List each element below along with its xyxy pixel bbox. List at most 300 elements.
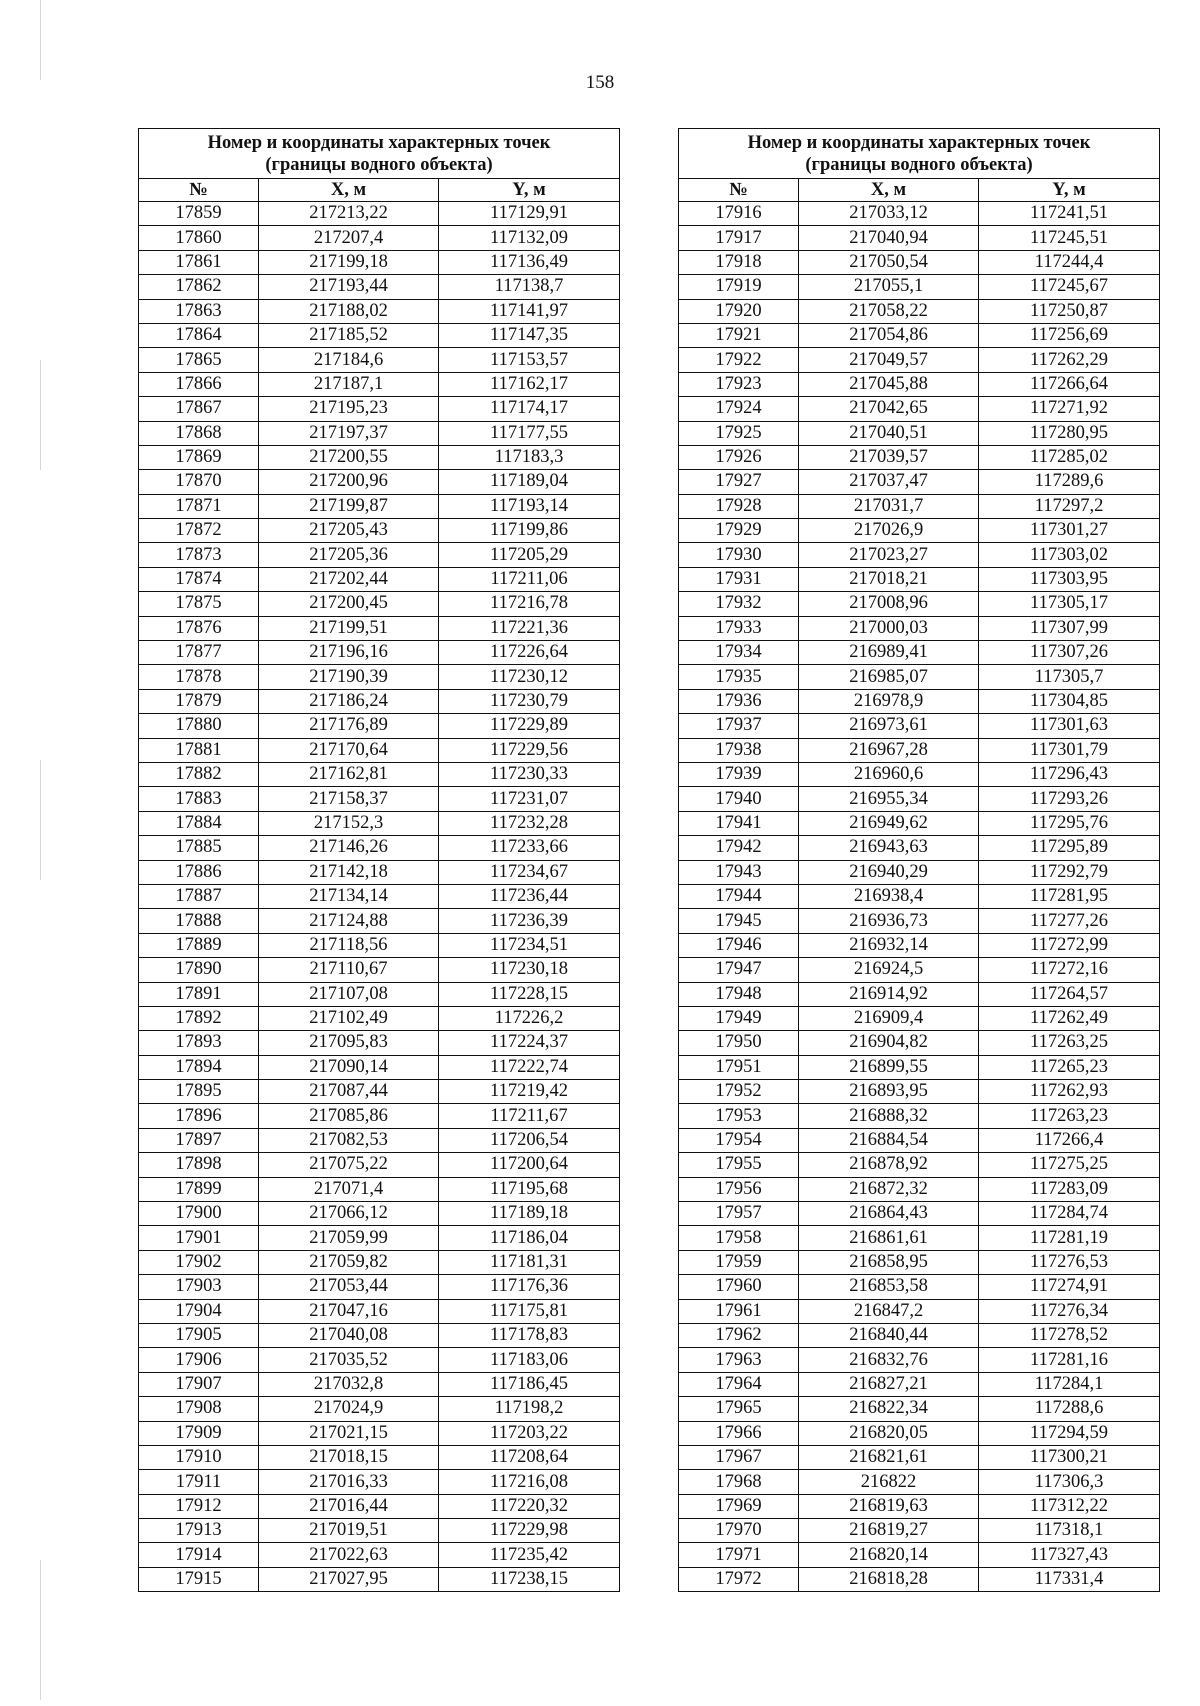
x-coordinate-cell: 216955,34 <box>799 787 979 811</box>
coordinates-table-left <box>138 128 620 1592</box>
x-coordinate-cell: 216864,43 <box>799 1202 979 1226</box>
table-row <box>139 1494 620 1518</box>
y-coordinate-cell: 117295,89 <box>979 836 1160 860</box>
y-coordinate-cell: 117230,18 <box>439 958 620 982</box>
x-coordinate-cell: 216940,29 <box>799 860 979 884</box>
table-row <box>679 1323 1160 1347</box>
table-row <box>679 762 1160 786</box>
x-coordinate-cell: 216960,6 <box>799 762 979 786</box>
x-coordinate-cell: 216985,07 <box>799 665 979 689</box>
y-coordinate-cell: 117236,39 <box>439 909 620 933</box>
x-coordinate-cell: 217158,37 <box>259 787 439 811</box>
table-row <box>679 1372 1160 1396</box>
point-number-cell: 17960 <box>679 1275 799 1299</box>
y-coordinate-cell: 117141,97 <box>439 299 620 323</box>
x-coordinate-cell: 217082,53 <box>259 1128 439 1152</box>
y-coordinate-cell: 117162,17 <box>439 372 620 396</box>
x-coordinate-cell: 217197,37 <box>259 421 439 445</box>
y-coordinate-cell: 117272,16 <box>979 958 1160 982</box>
point-number-cell: 17971 <box>679 1543 799 1567</box>
x-coordinate-cell: 217027,95 <box>259 1567 439 1591</box>
y-coordinate-cell: 117203,22 <box>439 1421 620 1445</box>
table-row <box>139 762 620 786</box>
x-coordinate-cell: 217152,3 <box>259 811 439 835</box>
y-coordinate-cell: 117147,35 <box>439 323 620 347</box>
point-number-cell: 17925 <box>679 421 799 445</box>
x-coordinate-cell: 217087,44 <box>259 1080 439 1104</box>
x-coordinate-cell: 217075,22 <box>259 1153 439 1177</box>
y-coordinate-cell: 117211,67 <box>439 1104 620 1128</box>
y-coordinate-cell: 117216,08 <box>439 1470 620 1494</box>
point-number-cell: 17867 <box>139 397 259 421</box>
x-coordinate-cell: 216914,92 <box>799 982 979 1006</box>
table-row <box>679 275 1160 299</box>
point-number-cell: 17933 <box>679 616 799 640</box>
point-number-cell: 17860 <box>139 226 259 250</box>
y-coordinate-cell: 117245,51 <box>979 226 1160 250</box>
x-coordinate-cell: 217134,14 <box>259 884 439 908</box>
y-coordinate-cell: 117132,09 <box>439 226 620 250</box>
table-row <box>139 202 620 226</box>
table-row <box>139 933 620 957</box>
point-number-cell: 17930 <box>679 543 799 567</box>
x-coordinate-cell: 216878,92 <box>799 1153 979 1177</box>
y-coordinate-cell: 117278,52 <box>979 1323 1160 1347</box>
y-coordinate-cell: 117306,3 <box>979 1470 1160 1494</box>
table-row <box>679 397 1160 421</box>
point-number-cell: 17879 <box>139 689 259 713</box>
x-coordinate-cell: 217026,9 <box>799 519 979 543</box>
point-number-cell: 17871 <box>139 494 259 518</box>
x-coordinate-cell: 217040,08 <box>259 1323 439 1347</box>
table-row <box>139 714 620 738</box>
x-coordinate-cell: 217032,8 <box>259 1372 439 1396</box>
table-row <box>679 1080 1160 1104</box>
x-coordinate-cell: 217018,21 <box>799 567 979 591</box>
y-coordinate-cell: 117220,32 <box>439 1494 620 1518</box>
table-title-line1: Номер и координаты характерных точек <box>207 132 551 153</box>
table-row <box>679 494 1160 518</box>
point-number-cell: 17918 <box>679 250 799 274</box>
y-coordinate-cell: 117234,67 <box>439 860 620 884</box>
table-title <box>679 129 1160 179</box>
table-row <box>679 226 1160 250</box>
x-coordinate-cell: 216861,61 <box>799 1226 979 1250</box>
x-coordinate-cell: 217066,12 <box>259 1202 439 1226</box>
table-row <box>139 1153 620 1177</box>
table-row <box>679 1177 1160 1201</box>
table-row <box>139 665 620 689</box>
point-number-cell: 17926 <box>679 445 799 469</box>
point-number-cell: 17941 <box>679 811 799 835</box>
table-title-line2: (границы водного объекта) <box>265 154 493 175</box>
table-row <box>679 616 1160 640</box>
y-coordinate-cell: 117250,87 <box>979 299 1160 323</box>
table-row <box>139 421 620 445</box>
point-number-cell: 17880 <box>139 714 259 738</box>
table-row <box>679 1006 1160 1030</box>
point-number-cell: 17969 <box>679 1494 799 1518</box>
point-number-cell: 17892 <box>139 1006 259 1030</box>
table-row <box>139 1519 620 1543</box>
x-coordinate-cell: 217059,99 <box>259 1226 439 1250</box>
x-coordinate-cell: 217190,39 <box>259 665 439 689</box>
y-coordinate-cell: 117153,57 <box>439 348 620 372</box>
x-coordinate-cell: 216853,58 <box>799 1275 979 1299</box>
x-coordinate-cell: 217102,49 <box>259 1006 439 1030</box>
table-row <box>679 665 1160 689</box>
point-number-cell: 17913 <box>139 1519 259 1543</box>
table-row <box>139 1275 620 1299</box>
x-coordinate-cell: 217022,63 <box>259 1543 439 1567</box>
table-row <box>679 1275 1160 1299</box>
y-coordinate-cell: 117189,18 <box>439 1202 620 1226</box>
point-number-cell: 17895 <box>139 1080 259 1104</box>
x-coordinate-cell: 217118,56 <box>259 933 439 957</box>
point-number-cell: 17953 <box>679 1104 799 1128</box>
y-coordinate-cell: 117264,57 <box>979 982 1160 1006</box>
table-row <box>679 689 1160 713</box>
x-coordinate-cell: 216978,9 <box>799 689 979 713</box>
point-number-cell: 17886 <box>139 860 259 884</box>
y-coordinate-cell: 117303,02 <box>979 543 1160 567</box>
table-row <box>139 1226 620 1250</box>
x-coordinate-cell: 216899,55 <box>799 1055 979 1079</box>
y-coordinate-cell: 117266,64 <box>979 372 1160 396</box>
x-coordinate-cell: 217186,24 <box>259 689 439 713</box>
point-number-cell: 17912 <box>139 1494 259 1518</box>
table-row <box>679 811 1160 835</box>
table-row <box>679 982 1160 1006</box>
table-row <box>679 470 1160 494</box>
point-number-cell: 17962 <box>679 1323 799 1347</box>
table-row <box>679 1519 1160 1543</box>
y-coordinate-cell: 117183,06 <box>439 1348 620 1372</box>
x-coordinate-cell: 216822 <box>799 1470 979 1494</box>
y-coordinate-cell: 117262,49 <box>979 1006 1160 1030</box>
point-number-cell: 17863 <box>139 299 259 323</box>
scan-margin-line <box>40 360 41 470</box>
x-coordinate-cell: 216938,4 <box>799 884 979 908</box>
x-coordinate-cell: 217170,64 <box>259 738 439 762</box>
point-number-cell: 17911 <box>139 1470 259 1494</box>
y-coordinate-cell: 117238,15 <box>439 1567 620 1591</box>
table-row <box>139 884 620 908</box>
y-coordinate-cell: 117229,98 <box>439 1519 620 1543</box>
point-number-cell: 17946 <box>679 933 799 957</box>
point-number-cell: 17862 <box>139 275 259 299</box>
column-header-y: Y, м <box>439 179 620 202</box>
x-coordinate-cell: 216819,27 <box>799 1519 979 1543</box>
table-row <box>139 1128 620 1152</box>
y-coordinate-cell: 117193,14 <box>439 494 620 518</box>
x-coordinate-cell: 217184,6 <box>259 348 439 372</box>
x-coordinate-cell: 216821,61 <box>799 1445 979 1469</box>
table-row <box>139 836 620 860</box>
table-row <box>139 958 620 982</box>
table-row <box>139 397 620 421</box>
point-number-cell: 17868 <box>139 421 259 445</box>
point-number-cell: 17968 <box>679 1470 799 1494</box>
x-coordinate-cell: 217042,65 <box>799 397 979 421</box>
table-row <box>679 909 1160 933</box>
table-row <box>139 1177 620 1201</box>
y-coordinate-cell: 117241,51 <box>979 202 1160 226</box>
point-number-cell: 17869 <box>139 445 259 469</box>
x-coordinate-cell: 217000,03 <box>799 616 979 640</box>
y-coordinate-cell: 117300,21 <box>979 1445 1160 1469</box>
table-row <box>679 1128 1160 1152</box>
y-coordinate-cell: 117281,16 <box>979 1348 1160 1372</box>
y-coordinate-cell: 117307,26 <box>979 641 1160 665</box>
point-number-cell: 17940 <box>679 787 799 811</box>
table-row <box>139 689 620 713</box>
table-row <box>139 1397 620 1421</box>
y-coordinate-cell: 117129,91 <box>439 202 620 226</box>
column-header-number: № <box>679 179 799 202</box>
table-row <box>679 372 1160 396</box>
y-coordinate-cell: 117274,91 <box>979 1275 1160 1299</box>
x-coordinate-cell: 217040,94 <box>799 226 979 250</box>
point-number-cell: 17864 <box>139 323 259 347</box>
x-coordinate-cell: 216820,14 <box>799 1543 979 1567</box>
table-row <box>679 1055 1160 1079</box>
column-header-x: X, м <box>259 179 439 202</box>
x-coordinate-cell: 217199,87 <box>259 494 439 518</box>
point-number-cell: 17952 <box>679 1080 799 1104</box>
y-coordinate-cell: 117208,64 <box>439 1445 620 1469</box>
y-coordinate-cell: 117175,81 <box>439 1299 620 1323</box>
x-coordinate-cell: 217200,55 <box>259 445 439 469</box>
point-number-cell: 17914 <box>139 1543 259 1567</box>
table-body <box>139 202 620 1592</box>
y-coordinate-cell: 117233,66 <box>439 836 620 860</box>
x-coordinate-cell: 217033,12 <box>799 202 979 226</box>
table-row <box>139 1202 620 1226</box>
y-coordinate-cell: 117305,7 <box>979 665 1160 689</box>
point-number-cell: 17929 <box>679 519 799 543</box>
table-row <box>139 1543 620 1567</box>
coordinates-table-right <box>678 128 1160 1592</box>
x-coordinate-cell: 217162,81 <box>259 762 439 786</box>
y-coordinate-cell: 117230,33 <box>439 762 620 786</box>
x-coordinate-cell: 217008,96 <box>799 592 979 616</box>
y-coordinate-cell: 117205,29 <box>439 543 620 567</box>
table-row <box>139 982 620 1006</box>
x-coordinate-cell: 217195,23 <box>259 397 439 421</box>
table-row <box>679 1470 1160 1494</box>
y-coordinate-cell: 117206,54 <box>439 1128 620 1152</box>
point-number-cell: 17866 <box>139 372 259 396</box>
column-header-x: X, м <box>799 179 979 202</box>
point-number-cell: 17883 <box>139 787 259 811</box>
table-row <box>679 519 1160 543</box>
x-coordinate-cell: 217199,51 <box>259 616 439 640</box>
table-row <box>139 1445 620 1469</box>
x-coordinate-cell: 217107,08 <box>259 982 439 1006</box>
y-coordinate-cell: 117304,85 <box>979 689 1160 713</box>
x-coordinate-cell: 217110,67 <box>259 958 439 982</box>
y-coordinate-cell: 117288,6 <box>979 1397 1160 1421</box>
x-coordinate-cell: 216847,2 <box>799 1299 979 1323</box>
table-row <box>139 519 620 543</box>
x-coordinate-cell: 217085,86 <box>259 1104 439 1128</box>
x-coordinate-cell: 216909,4 <box>799 1006 979 1030</box>
table-row <box>679 836 1160 860</box>
x-coordinate-cell: 217205,43 <box>259 519 439 543</box>
table-row <box>679 958 1160 982</box>
table-row <box>139 1470 620 1494</box>
table-row <box>139 1080 620 1104</box>
point-number-cell: 17865 <box>139 348 259 372</box>
y-coordinate-cell: 117186,45 <box>439 1372 620 1396</box>
y-coordinate-cell: 117294,59 <box>979 1421 1160 1445</box>
table-row <box>139 1323 620 1347</box>
y-coordinate-cell: 117232,28 <box>439 811 620 835</box>
point-number-cell: 17891 <box>139 982 259 1006</box>
x-coordinate-cell: 217200,45 <box>259 592 439 616</box>
table-row <box>139 470 620 494</box>
x-coordinate-cell: 217142,18 <box>259 860 439 884</box>
table-row <box>679 738 1160 762</box>
column-header-number: № <box>139 179 259 202</box>
point-number-cell: 17949 <box>679 1006 799 1030</box>
table-row <box>139 592 620 616</box>
table-row <box>679 1543 1160 1567</box>
table-row <box>139 1006 620 1030</box>
point-number-cell: 17876 <box>139 616 259 640</box>
x-coordinate-cell: 217207,4 <box>259 226 439 250</box>
x-coordinate-cell: 217037,47 <box>799 470 979 494</box>
x-coordinate-cell: 217213,22 <box>259 202 439 226</box>
table-row <box>679 323 1160 347</box>
point-number-cell: 17939 <box>679 762 799 786</box>
table-row <box>139 348 620 372</box>
y-coordinate-cell: 117226,2 <box>439 1006 620 1030</box>
table-row <box>139 250 620 274</box>
point-number-cell: 17959 <box>679 1250 799 1274</box>
y-coordinate-cell: 117198,2 <box>439 1397 620 1421</box>
x-coordinate-cell: 217196,16 <box>259 641 439 665</box>
x-coordinate-cell: 217055,1 <box>799 275 979 299</box>
y-coordinate-cell: 117293,26 <box>979 787 1160 811</box>
y-coordinate-cell: 117200,64 <box>439 1153 620 1177</box>
y-coordinate-cell: 117178,83 <box>439 1323 620 1347</box>
x-coordinate-cell: 216973,61 <box>799 714 979 738</box>
y-coordinate-cell: 117262,29 <box>979 348 1160 372</box>
x-coordinate-cell: 217023,27 <box>799 543 979 567</box>
x-coordinate-cell: 217187,1 <box>259 372 439 396</box>
point-number-cell: 17957 <box>679 1202 799 1226</box>
table-row <box>679 933 1160 957</box>
y-coordinate-cell: 117265,23 <box>979 1055 1160 1079</box>
point-number-cell: 17884 <box>139 811 259 835</box>
page-number: 158 <box>585 72 615 93</box>
x-coordinate-cell: 217050,54 <box>799 250 979 274</box>
x-coordinate-cell: 216858,95 <box>799 1250 979 1274</box>
point-number-cell: 17893 <box>139 1031 259 1055</box>
point-number-cell: 17961 <box>679 1299 799 1323</box>
point-number-cell: 17861 <box>139 250 259 274</box>
y-coordinate-cell: 117295,76 <box>979 811 1160 835</box>
table-row <box>679 714 1160 738</box>
table-row <box>679 202 1160 226</box>
column-header-y: Y, м <box>979 179 1160 202</box>
x-coordinate-cell: 217090,14 <box>259 1055 439 1079</box>
point-number-cell: 17921 <box>679 323 799 347</box>
point-number-cell: 17920 <box>679 299 799 323</box>
y-coordinate-cell: 117222,74 <box>439 1055 620 1079</box>
x-coordinate-cell: 217185,52 <box>259 323 439 347</box>
table-row <box>139 616 620 640</box>
x-coordinate-cell: 217193,44 <box>259 275 439 299</box>
point-number-cell: 17944 <box>679 884 799 908</box>
y-coordinate-cell: 117305,17 <box>979 592 1160 616</box>
y-coordinate-cell: 117176,36 <box>439 1275 620 1299</box>
table-row <box>139 1031 620 1055</box>
table-row <box>139 811 620 835</box>
x-coordinate-cell: 217188,02 <box>259 299 439 323</box>
x-coordinate-cell: 217199,18 <box>259 250 439 274</box>
y-coordinate-cell: 117263,25 <box>979 1031 1160 1055</box>
table-row <box>139 860 620 884</box>
point-number-cell: 17951 <box>679 1055 799 1079</box>
x-coordinate-cell: 216872,32 <box>799 1177 979 1201</box>
y-coordinate-cell: 117236,44 <box>439 884 620 908</box>
table-row <box>679 250 1160 274</box>
x-coordinate-cell: 216932,14 <box>799 933 979 957</box>
x-coordinate-cell: 217071,4 <box>259 1177 439 1201</box>
y-coordinate-cell: 117195,68 <box>439 1177 620 1201</box>
y-coordinate-cell: 117307,99 <box>979 616 1160 640</box>
point-number-cell: 17878 <box>139 665 259 689</box>
point-number-cell: 17937 <box>679 714 799 738</box>
x-coordinate-cell: 217019,51 <box>259 1519 439 1543</box>
point-number-cell: 17956 <box>679 1177 799 1201</box>
table-row <box>139 1104 620 1128</box>
point-number-cell: 17916 <box>679 202 799 226</box>
table-row <box>139 1567 620 1591</box>
y-coordinate-cell: 117280,95 <box>979 421 1160 445</box>
point-number-cell: 17972 <box>679 1567 799 1591</box>
point-number-cell: 17896 <box>139 1104 259 1128</box>
scan-margin-line <box>40 1560 41 1700</box>
table-row <box>139 1055 620 1079</box>
x-coordinate-cell: 217031,7 <box>799 494 979 518</box>
table-row <box>139 787 620 811</box>
x-coordinate-cell: 216893,95 <box>799 1080 979 1104</box>
y-coordinate-cell: 117312,22 <box>979 1494 1160 1518</box>
y-coordinate-cell: 117266,4 <box>979 1128 1160 1152</box>
y-coordinate-cell: 117301,27 <box>979 519 1160 543</box>
y-coordinate-cell: 117263,23 <box>979 1104 1160 1128</box>
x-coordinate-cell: 216820,05 <box>799 1421 979 1445</box>
table-row <box>679 1226 1160 1250</box>
point-number-cell: 17901 <box>139 1226 259 1250</box>
y-coordinate-cell: 117297,2 <box>979 494 1160 518</box>
x-coordinate-cell: 217039,57 <box>799 445 979 469</box>
y-coordinate-cell: 117234,51 <box>439 933 620 957</box>
table-row <box>679 1567 1160 1591</box>
point-number-cell: 17954 <box>679 1128 799 1152</box>
table-row <box>139 738 620 762</box>
y-coordinate-cell: 117283,09 <box>979 1177 1160 1201</box>
table-row <box>139 543 620 567</box>
x-coordinate-cell: 217049,57 <box>799 348 979 372</box>
point-number-cell: 17922 <box>679 348 799 372</box>
y-coordinate-cell: 117331,4 <box>979 1567 1160 1591</box>
table-row <box>679 348 1160 372</box>
